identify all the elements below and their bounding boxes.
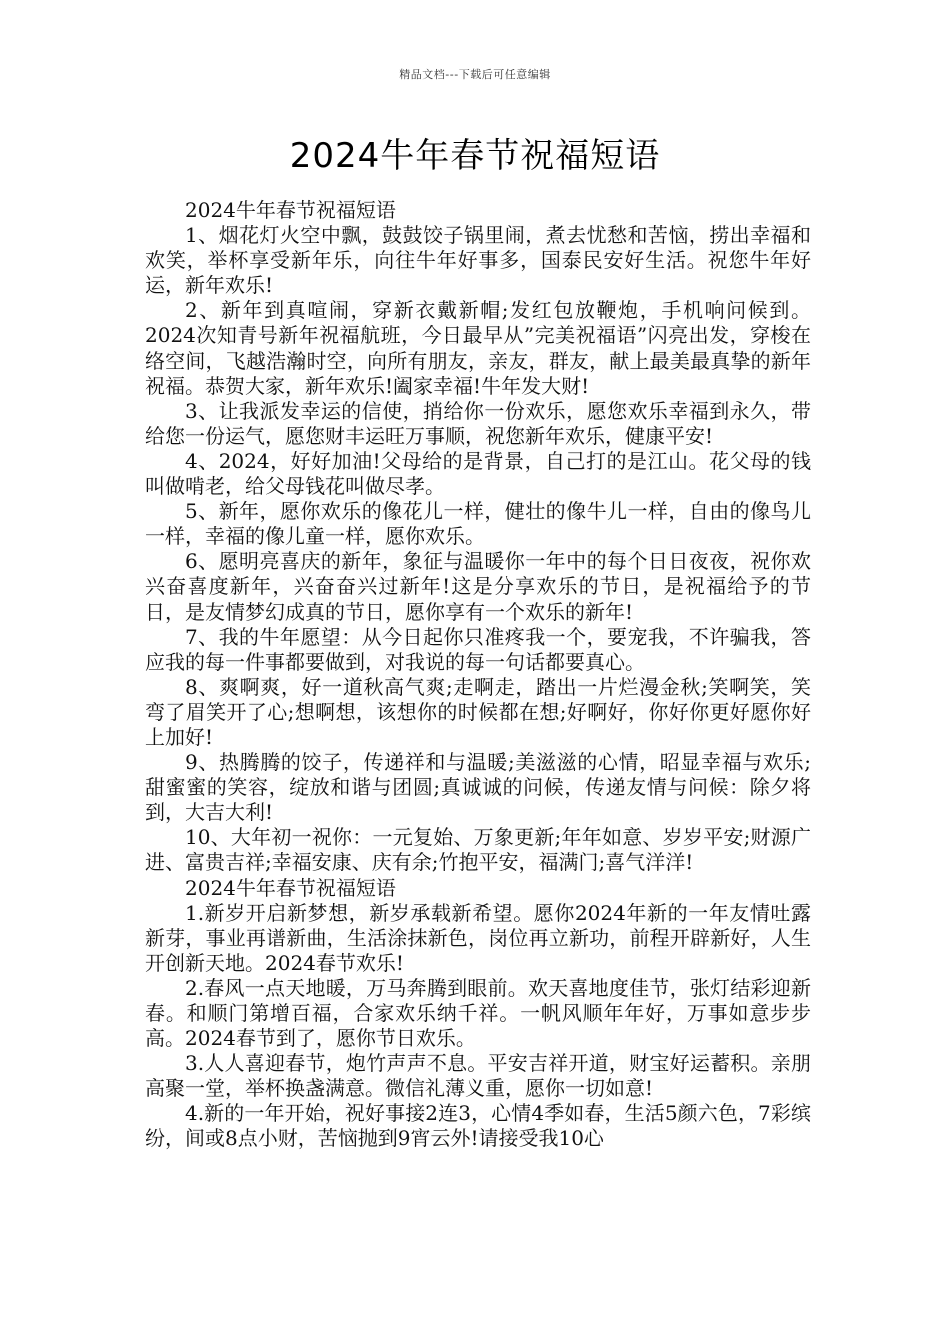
header-note: 精品文档---下载后可任意编辑 [399, 68, 551, 81]
document-body [145, 198, 811, 1152]
paragraph: 5、新年，愿你欢乐的像花儿一样，健壮的像牛儿一样，自由的像鸟儿一样，幸福的像儿童一样，愿你欢乐。 [145, 499, 811, 549]
paragraph: 10、大年初一祝你：一元复始、万象更新;年年如意、岁岁平安;财源广进、富贵吉祥;幸福安康、庆有余;竹抱平安，福满门;喜气洋洋! [145, 825, 811, 875]
paragraph: 7、我的牛年愿望：从今日起你只准疼我一个，要宠我，不许骗我，答应我的每一件事都要做到，对我说的每一句话都要真心。 [145, 624, 811, 674]
paragraph: 6、愿明亮喜庆的新年，象征与温暖你一年中的每个日日夜夜，祝你欢兴奋喜度新年，兴奋奋兴过新年!这是分享欢乐的节日，是祝福给予的节日，是友情梦幻成真的节日，愿你享有一个欢乐的新年! [145, 549, 811, 624]
section-heading: 2024牛年春节祝福短语 [185, 198, 396, 222]
paragraph: 1.新岁开启新梦想，新岁承载新希望。愿你2024年新的一年友情吐露新芽，事业再谱新曲，生活涂抹新色，岗位再立新功，前程开辟新好，人生开创新天地。2024春节欢乐! [145, 900, 811, 975]
paragraph: 2、新年到真喧闹，穿新衣戴新帽;发红包放鞭炮，手机响问候到。2024次知青号新年祝福航班，今日最早从”完美祝福语”闪亮出发，穿梭在络空间，飞越浩瀚时空，向所有朋友，亲友，群友，献上最美最真挚的新年祝福。恭贺大家，新年欢乐!阖家幸福!牛年发大财! [145, 298, 811, 398]
section-heading: 2024牛年春节祝福短语 [185, 875, 396, 900]
paragraph: 4.新的一年开始，祝好事接2连3，心情4季如春，生活5颜六色，7彩缤纷，间或8点小财，苦恼抛到9宵云外!请接受我10心 [145, 1101, 811, 1151]
paragraph: 4、2024，好好加油!父母给的是背景，自己打的是江山。花父母的钱叫做啃老，给父母钱花叫做尽孝。 [145, 448, 811, 499]
paragraph: 9、热腾腾的饺子，传递祥和与温暖;美滋滋的心情，昭显幸福与欢乐;甜蜜蜜的笑容，绽放和谐与团圆;真诚诚的问候，传递友情与问候：除夕将到，大吉大利! [145, 750, 811, 825]
paragraph: 3、让我派发幸运的信使，捎给你一份欢乐，愿您欢乐幸福到永久，带给您一份运气，愿您财丰运旺万事顺，祝您新年欢乐，健康平安! [145, 398, 811, 448]
paragraph: 1、烟花灯火空中飘，鼓鼓饺子锅里闹，煮去忧愁和苦恼，捞出幸福和欢笑，举杯享受新年乐，向往牛年好事多，国泰民安好生活。祝您牛年好运，新年欢乐! [145, 223, 811, 298]
paragraph: 2.春风一点天地暖，万马奔腾到眼前。欢天喜地度佳节，张灯结彩迎新春。和顺门第增百福，合家欢乐纳千祥。一帆风顺年年好，万事如意步步高。2024春节到了，愿你节日欢乐。 [145, 975, 811, 1051]
document-title: 2024牛年春节祝福短语 [289, 136, 661, 176]
paragraph: 3.人人喜迎春节，炮竹声声不息。平安吉祥开道，财宝好运蓄积。亲朋高聚一堂，举杯换盏满意。微信礼薄义重，愿你一切如意! [145, 1051, 811, 1101]
paragraph: 8、爽啊爽，好一道秋高气爽;走啊走，踏出一片烂漫金秋;笑啊笑，笑弯了眉笑开了心;想啊想，该想你的时候都在想;好啊好，你好你更好愿你好上加好! [145, 674, 811, 749]
